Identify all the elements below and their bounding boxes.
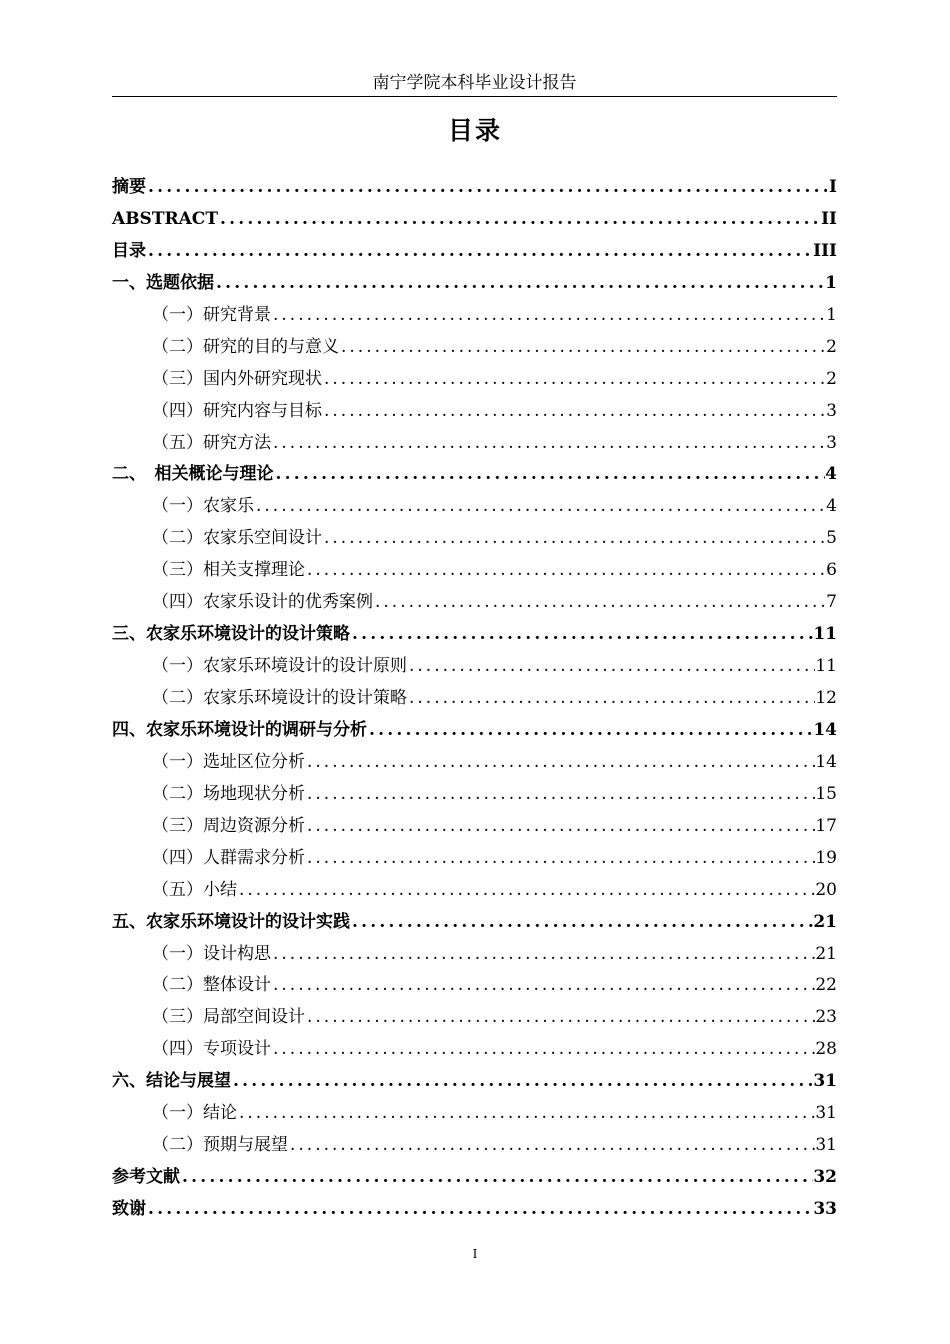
- toc-entry-page-number: 19: [815, 847, 837, 868]
- toc-chapter-entry[interactable]: [112, 268, 837, 300]
- toc-dot-leader: [350, 907, 813, 939]
- header-divider: [112, 96, 837, 97]
- toc-entry-label: 三、农家乐环境设计的设计策略: [112, 624, 350, 645]
- toc-entry-label: （五）研究方法: [152, 432, 271, 453]
- page-header: 南宁学院本科毕业设计报告: [372, 73, 577, 93]
- toc-entry-page-number: 3: [826, 400, 837, 421]
- toc-entry-label: 致谢: [112, 1199, 146, 1219]
- toc-section-entry[interactable]: [112, 491, 837, 523]
- toc-entry-page-number: 32: [813, 1167, 837, 1188]
- toc-dot-leader: [322, 364, 826, 396]
- page-number: I: [472, 1247, 478, 1261]
- toc-section-entry[interactable]: [112, 843, 837, 875]
- toc-entry-page-number: 17: [815, 815, 837, 836]
- toc-entry-page-number: 23: [815, 1007, 837, 1028]
- toc-dot-leader: [271, 300, 826, 332]
- toc-dot-leader: [271, 939, 815, 971]
- toc-entry-page-number: 31: [815, 1135, 837, 1156]
- toc-entry-label: （三）国内外研究现状: [152, 368, 322, 389]
- toc-chapter-entry[interactable]: [112, 459, 837, 491]
- toc-entry-page-number: 33: [813, 1199, 837, 1219]
- toc-entry-page-number: 3: [826, 432, 837, 453]
- toc-entry-page-number: 11: [815, 656, 837, 677]
- page-title: 目录: [447, 116, 502, 145]
- toc-entry-page-number: 2: [826, 368, 837, 389]
- toc-entry-label: （二）整体设计: [152, 975, 271, 996]
- toc-entry-label: ABSTRACT: [112, 208, 218, 229]
- toc-entry-label: （四）研究内容与目标: [152, 400, 322, 421]
- toc-entry-label: （一）设计构思: [152, 943, 271, 964]
- toc-dot-leader: [350, 619, 813, 651]
- toc-section-entry[interactable]: [112, 1034, 837, 1066]
- toc-entry-label: 摘要: [112, 177, 146, 197]
- toc-dot-leader: [231, 1066, 813, 1098]
- toc-entry-label: （四）人群需求分析: [152, 847, 305, 868]
- toc-entry-page-number: 31: [813, 1071, 837, 1092]
- toc-section-entry[interactable]: [112, 523, 837, 555]
- toc-entry-label: （二）预期与展望: [152, 1135, 288, 1156]
- toc-dot-leader: [305, 779, 815, 811]
- toc-dot-leader: [146, 1194, 813, 1226]
- toc-dot-leader: [407, 683, 815, 715]
- toc-entry-page-number: 4: [825, 464, 837, 485]
- toc-dot-leader: [271, 970, 815, 1002]
- toc-entry-label: 目录: [112, 240, 146, 261]
- toc-section-entry[interactable]: [112, 428, 837, 460]
- toc-chapter-entry[interactable]: [112, 236, 837, 268]
- toc-dot-leader: [305, 843, 815, 875]
- toc-dot-leader: [407, 651, 815, 683]
- toc-dot-leader: [305, 811, 815, 843]
- toc-entry-label: 六、结论与展望: [112, 1071, 231, 1092]
- toc-dot-leader: [237, 875, 815, 907]
- toc-dot-leader: [373, 587, 826, 619]
- toc-entry-label: 四、农家乐环境设计的调研与分析: [112, 719, 367, 740]
- toc-entry-label: 二、 相关概论与理论: [112, 464, 274, 485]
- toc-entry-page-number: 14: [813, 719, 837, 740]
- toc-section-entry[interactable]: [112, 939, 837, 971]
- toc-dot-leader: [146, 236, 813, 268]
- toc-dot-leader: [367, 715, 813, 747]
- toc-entry-label: 一、选题依据: [112, 272, 214, 293]
- toc-dot-leader: [322, 396, 826, 428]
- toc-entry-label: （四）专项设计: [152, 1039, 271, 1060]
- toc-dot-leader: [274, 459, 826, 491]
- toc-section-entry[interactable]: [112, 364, 837, 396]
- toc-entry-page-number: 15: [815, 783, 837, 804]
- toc-entry-label: （三）局部空间设计: [152, 1007, 305, 1028]
- toc-section-entry[interactable]: [112, 1002, 837, 1034]
- toc-chapter-entry[interactable]: [112, 204, 837, 236]
- toc-dot-leader: [218, 204, 821, 236]
- toc-dot-leader: [339, 332, 826, 364]
- toc-entry-page-number: III: [813, 240, 837, 261]
- toc-section-entry[interactable]: [112, 555, 837, 587]
- toc-dot-leader: [305, 1002, 815, 1034]
- toc-section-entry[interactable]: [112, 747, 837, 779]
- toc-dot-leader: [305, 747, 815, 779]
- toc-entry-label: （五）小结: [152, 879, 237, 900]
- toc-entry-label: （二）研究的目的与意义: [152, 336, 339, 357]
- toc-entry-page-number: 21: [813, 911, 837, 932]
- toc-entry-page-number: 22: [815, 975, 837, 996]
- toc-entry-page-number: 14: [815, 751, 837, 772]
- toc-section-entry[interactable]: [112, 811, 837, 843]
- toc-chapter-entry[interactable]: [112, 1162, 837, 1194]
- toc-chapter-entry[interactable]: [112, 715, 837, 747]
- toc-entry-label: 五、农家乐环境设计的设计实践: [112, 911, 350, 932]
- toc-dot-leader: [305, 555, 826, 587]
- toc-entry-page-number: 7: [826, 592, 837, 613]
- toc-entry-page-number: 1: [825, 272, 837, 293]
- toc-entry-page-number: I: [829, 177, 837, 197]
- toc-entry-label: （三）相关支撑理论: [152, 560, 305, 581]
- toc-entry-label: 参考文献: [112, 1167, 180, 1188]
- toc-section-entry[interactable]: [112, 1098, 837, 1130]
- toc-dot-leader: [271, 428, 826, 460]
- toc-entry-page-number: II: [821, 208, 837, 229]
- toc-entry-page-number: 2: [826, 336, 837, 357]
- toc-entry-page-number: 11: [813, 624, 837, 645]
- toc-entry-label: （一）农家乐: [152, 496, 254, 517]
- toc-entry-label: （四）农家乐设计的优秀案例: [152, 592, 373, 613]
- toc-section-entry[interactable]: [112, 396, 837, 428]
- toc-entry-page-number: 6: [826, 560, 837, 581]
- toc-entry-label: （一）研究背景: [152, 304, 271, 325]
- toc-dot-leader: [237, 1098, 815, 1130]
- toc-section-entry[interactable]: [112, 1130, 837, 1162]
- toc-entry-label: （二）农家乐空间设计: [152, 528, 322, 549]
- toc-entry-label: （三）周边资源分析: [152, 815, 305, 836]
- toc-dot-leader: [254, 491, 826, 523]
- toc-section-entry[interactable]: [112, 875, 837, 907]
- toc-dot-leader: [180, 1162, 813, 1194]
- toc-chapter-entry[interactable]: [112, 619, 837, 651]
- toc-entry-page-number: 31: [815, 1103, 837, 1124]
- toc-entry-page-number: 28: [815, 1039, 837, 1060]
- toc-section-entry[interactable]: [112, 587, 837, 619]
- toc-dot-leader: [322, 523, 826, 555]
- toc-dot-leader: [146, 172, 827, 204]
- toc-dot-leader: [288, 1130, 815, 1162]
- toc-chapter-entry[interactable]: [112, 1066, 837, 1098]
- toc-entry-page-number: 4: [826, 496, 837, 517]
- toc-section-entry[interactable]: [112, 779, 837, 811]
- toc-dot-leader: [271, 1034, 815, 1066]
- toc-entry-page-number: 1: [826, 304, 837, 325]
- table-of-contents: [112, 172, 837, 1226]
- toc-section-entry[interactable]: [112, 970, 837, 1002]
- toc-entry-page-number: 12: [815, 688, 837, 708]
- toc-section-entry[interactable]: [112, 683, 837, 715]
- toc-entry-label: （一）农家乐环境设计的设计原则: [152, 656, 407, 677]
- toc-entry-label: （二）场地现状分析: [152, 783, 305, 804]
- toc-entry-page-number: 21: [815, 943, 837, 964]
- toc-entry-page-number: 20: [815, 879, 837, 900]
- toc-entry-label: （二）农家乐环境设计的设计策略: [152, 688, 407, 708]
- toc-chapter-entry[interactable]: [112, 172, 837, 204]
- toc-dot-leader: [214, 268, 825, 300]
- toc-entry-label: （一）结论: [152, 1103, 237, 1124]
- toc-entry-label: （一）选址区位分析: [152, 751, 305, 772]
- toc-section-entry[interactable]: [112, 651, 837, 683]
- toc-chapter-entry[interactable]: [112, 907, 837, 939]
- toc-entry-page-number: 5: [826, 528, 837, 549]
- toc-section-entry[interactable]: [112, 300, 837, 332]
- toc-section-entry[interactable]: [112, 332, 837, 364]
- toc-chapter-entry[interactable]: [112, 1194, 837, 1226]
